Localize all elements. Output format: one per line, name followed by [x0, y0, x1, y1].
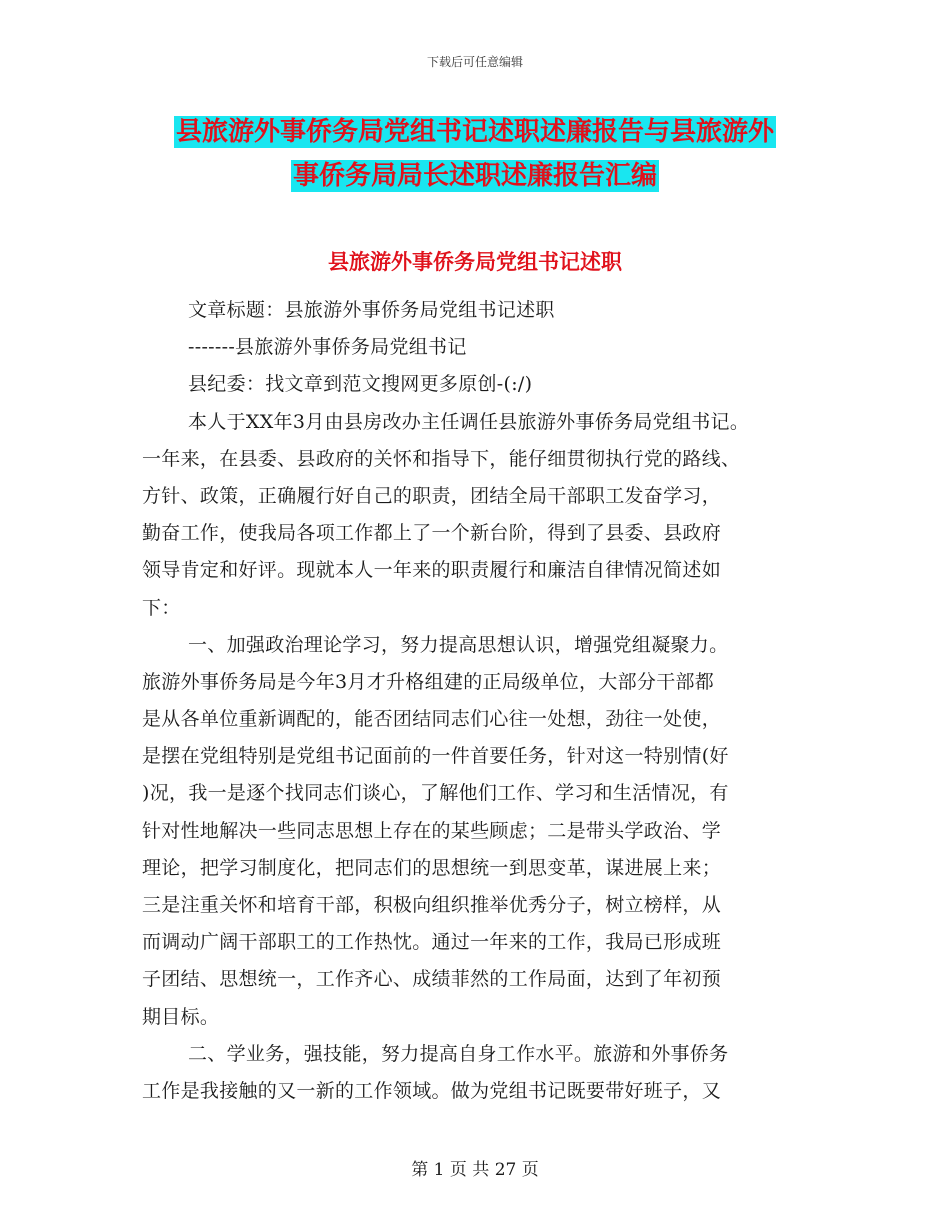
body-line: 旅游外事侨务局是今年3月才升格组建的正局级单位，大部分干部都 [142, 670, 715, 693]
body-line: 期目标。 [142, 1005, 220, 1028]
body-line: 理论，把学习制度化，把同志们的思想统一到思变革，谋进展上来； [142, 856, 722, 879]
document-title [0, 110, 950, 198]
body-line: )况，我一是逐个找同志们谈心，了解他们工作、学习和生活情况，有 [142, 782, 729, 805]
body-line: 是摆在党组特别是党组书记面前的一件首要任务，针对这一特别情(好 [142, 745, 729, 768]
body-line: -------县旅游外事侨务局党组书记 [188, 336, 467, 359]
body-line: 工作是我接触的又一新的工作领域。做为党组书记既要带好班子，又 [142, 1079, 722, 1102]
body-line: 本人于XX年3月由县房改办主任调任县旅游外事侨务局党组书记。 [188, 410, 750, 433]
body-line: 领导肯定和好评。现就本人一年来的职责履行和廉洁自律情况简述如 [142, 559, 722, 582]
body-line: 是从各单位重新调配的，能否团结同志们心往一处想，劲往一处使， [142, 708, 722, 731]
document-body [142, 292, 822, 1110]
section-title: 县旅游外事侨务局党组书记述职 [328, 249, 622, 274]
body-line: 文章标题：县旅游外事侨务局党组书记述职 [188, 299, 555, 321]
body-line: 勤奋工作，使我局各项工作都上了一个新台阶，得到了县委、县政府 [142, 522, 722, 545]
body-line: 子团结、思想统一，工作齐心、成绩菲然的工作局面，达到了年初预 [142, 968, 722, 991]
body-line: 而调动广阔干部职工的工作热忱。通过一年来的工作，我局已形成班 [142, 931, 722, 954]
body-line: 一年来，在县委、县政府的关怀和指导下，能仔细贯彻执行党的路线、 [142, 447, 741, 470]
title-line-1: 县旅游外事侨务局党组书记述职述廉报告与县旅游外 [175, 117, 774, 147]
body-line: 针对性地解决一些同志思想上存在的某些顾虑；二是带头学政治、学 [142, 819, 722, 842]
body-line: 一、加强政治理论学习，努力提高思想认识，增强党组凝聚力。 [188, 633, 729, 656]
body-line: 三是注重关怀和培育干部，积极向组织推举优秀分子，树立榜样，从 [142, 894, 722, 916]
body-line: 方针、政策，正确履行好自己的职责，团结全局干部职工发奋学习， [142, 484, 722, 507]
page-footer: 第 1 页 共 27 页 [411, 1160, 539, 1180]
title-line-2: 事侨务局局长述职述廉报告汇编 [292, 161, 657, 191]
body-line: 下： [142, 596, 181, 619]
page-header: 下载后可任意编辑 [426, 55, 523, 69]
body-line: 二、学业务，强技能，努力提高自身工作水平。旅游和外事侨务 [188, 1042, 729, 1065]
body-line: 县纪委：找文章到范文搜网更多原创-(:/) [188, 373, 533, 396]
